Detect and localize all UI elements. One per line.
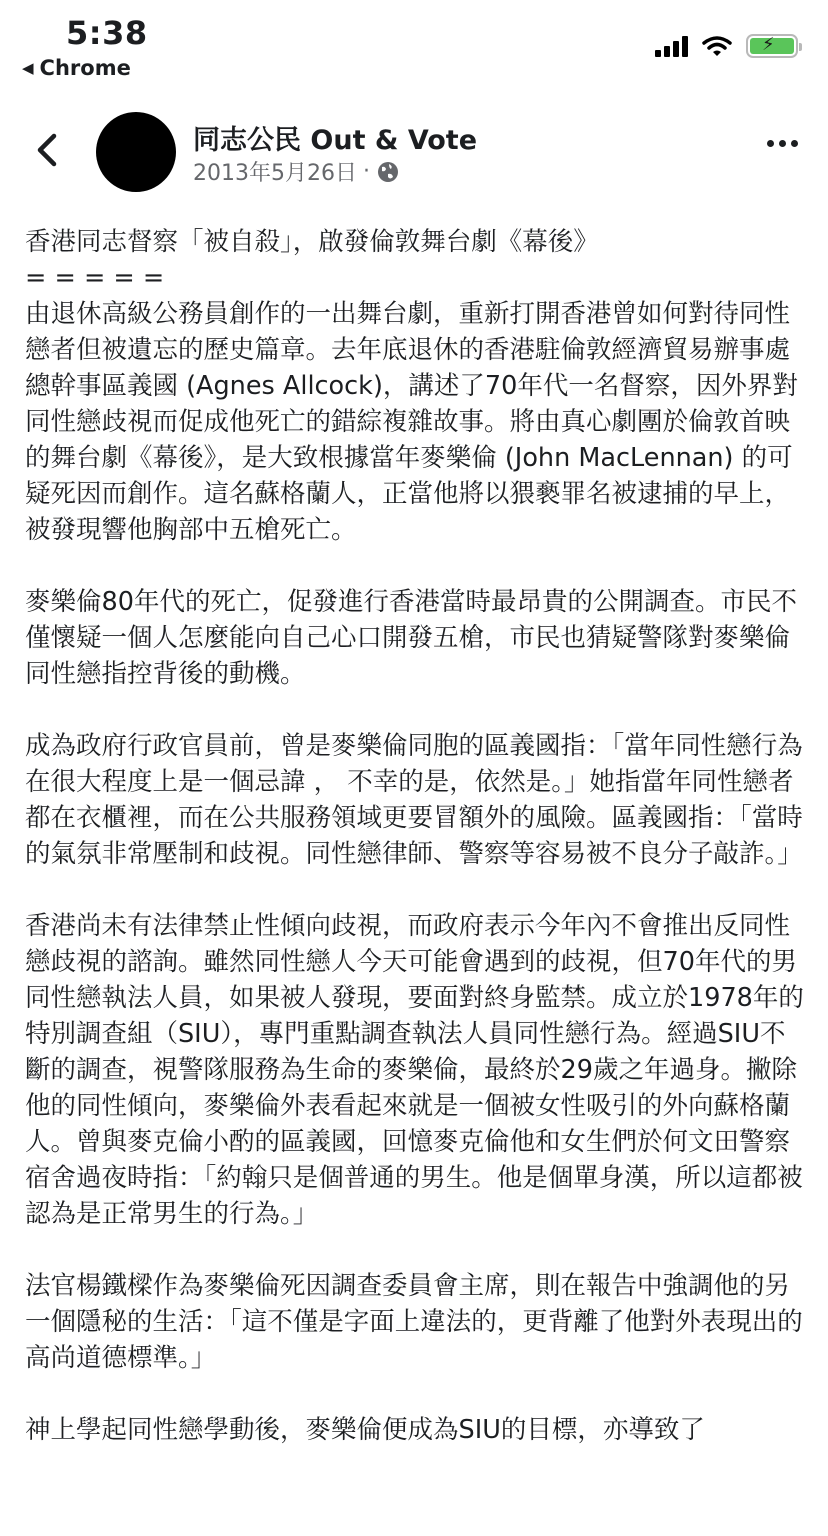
back-app-label: Chrome: [39, 56, 131, 80]
status-bar: [0, 0, 828, 92]
post-paragraph: 麥樂倫80年代的死亡，促發進行香港當時最昂貴的公開調查。市民不僅懷疑一個人怎麼能向自己心口開發五槍，市民也猜疑警隊對麥樂倫同性戀指控背後的動機。: [25, 587, 797, 689]
more-options-icon[interactable]: [767, 140, 798, 147]
post-paragraph: 香港尚未有法律禁止性傾向歧視，而政府表示今年內不會推出反同性戀歧視的諮詢。雖然同性戀人今天可能會遇到的歧視，但70年代的男同性戀執法人員，如果被人發現，要面對終身監禁。成立於1978年的特別調查組（SIU），專門重點調查執法人員同性戀行為。經過SIU不斷的調查，視警隊服務為生命的麥樂倫，最終於29歲之年過身。撇除他的同性傾向，麥樂倫外表看起來就是一個被女性吸引的外向蘇格蘭人。曾與麥克倫小酌的區義國，回憶麥克倫他和女生們於何文田警察宿舍過夜時指：「約翰只是個普通的男生。他是個單身漢，所以這都被認為是正常男生的行為。」: [25, 911, 804, 1229]
status-time: 5:38: [66, 14, 148, 52]
page-avatar[interactable]: [96, 112, 176, 192]
meta-separator: ·: [362, 159, 370, 184]
back-to-app-link[interactable]: [22, 56, 131, 80]
back-arrow-icon[interactable]: [30, 130, 66, 170]
post-paragraph: 法官楊鐵樑作為麥樂倫死因調查委員會主席，則在報告中強調他的另一個隱秘的生活：「這不僅是字面上違法的，更背離了他對外表現出的高尚道德標準。」: [25, 1271, 803, 1373]
post-header: [0, 100, 828, 200]
wifi-icon: [702, 35, 732, 57]
page-name[interactable]: 同志公民 Out & Vote: [193, 125, 478, 156]
post-date[interactable]: 2013年5月26日: [193, 161, 357, 186]
post-meta: [193, 156, 400, 187]
globe-icon: [376, 160, 400, 184]
system-icons: [655, 34, 798, 58]
post-paragraph: 香港同志督察「被自殺」，啟發倫敦舞台劇《幕後》 = = = = = 由退休高級公務員創作的一出舞台劇，重新打開香港曾如何對待同性戀者但被遺忘的歷史篇章。去年底退休的香港駐倫敦經濟貿易辦事處總幹事區義國 (Agnes Allcock)，講述了70年代一名督察，因外界對同性戀歧視而促成他死亡的錯綜複雜故事。將由真心劇團於倫敦首映的舞台劇《幕後》，是大致根據當年麥樂倫 (John MacLennan) 的可疑死因而創作。這名蘇格蘭人，正當他將以猥褻罪名被逮捕的早上，被發現響他胸部中五槍死亡。: [25, 227, 798, 545]
signal-icon: [655, 35, 688, 57]
back-triangle-icon: ◀: [22, 59, 34, 77]
post-paragraph: 成為政府行政官員前，曾是麥樂倫同胞的區義國指：「當年同性戀行為在很大程度上是一個忌諱 ， 不幸的是，依然是。」她指當年同性戀者都在衣櫃裡，而在公共服務領域更要冒額外的風險。區義國指：「當時的氣氛非常壓制和歧視。同性戀律師、警察等容易被不良分子敲詐。」: [25, 731, 803, 869]
battery-charging-icon: ⚡: [746, 34, 798, 58]
post-paragraph: 神上學起同性戀學動後，麥樂倫便成為SIU的目標，亦導致了: [25, 1415, 705, 1445]
post-text: [25, 224, 810, 1484]
